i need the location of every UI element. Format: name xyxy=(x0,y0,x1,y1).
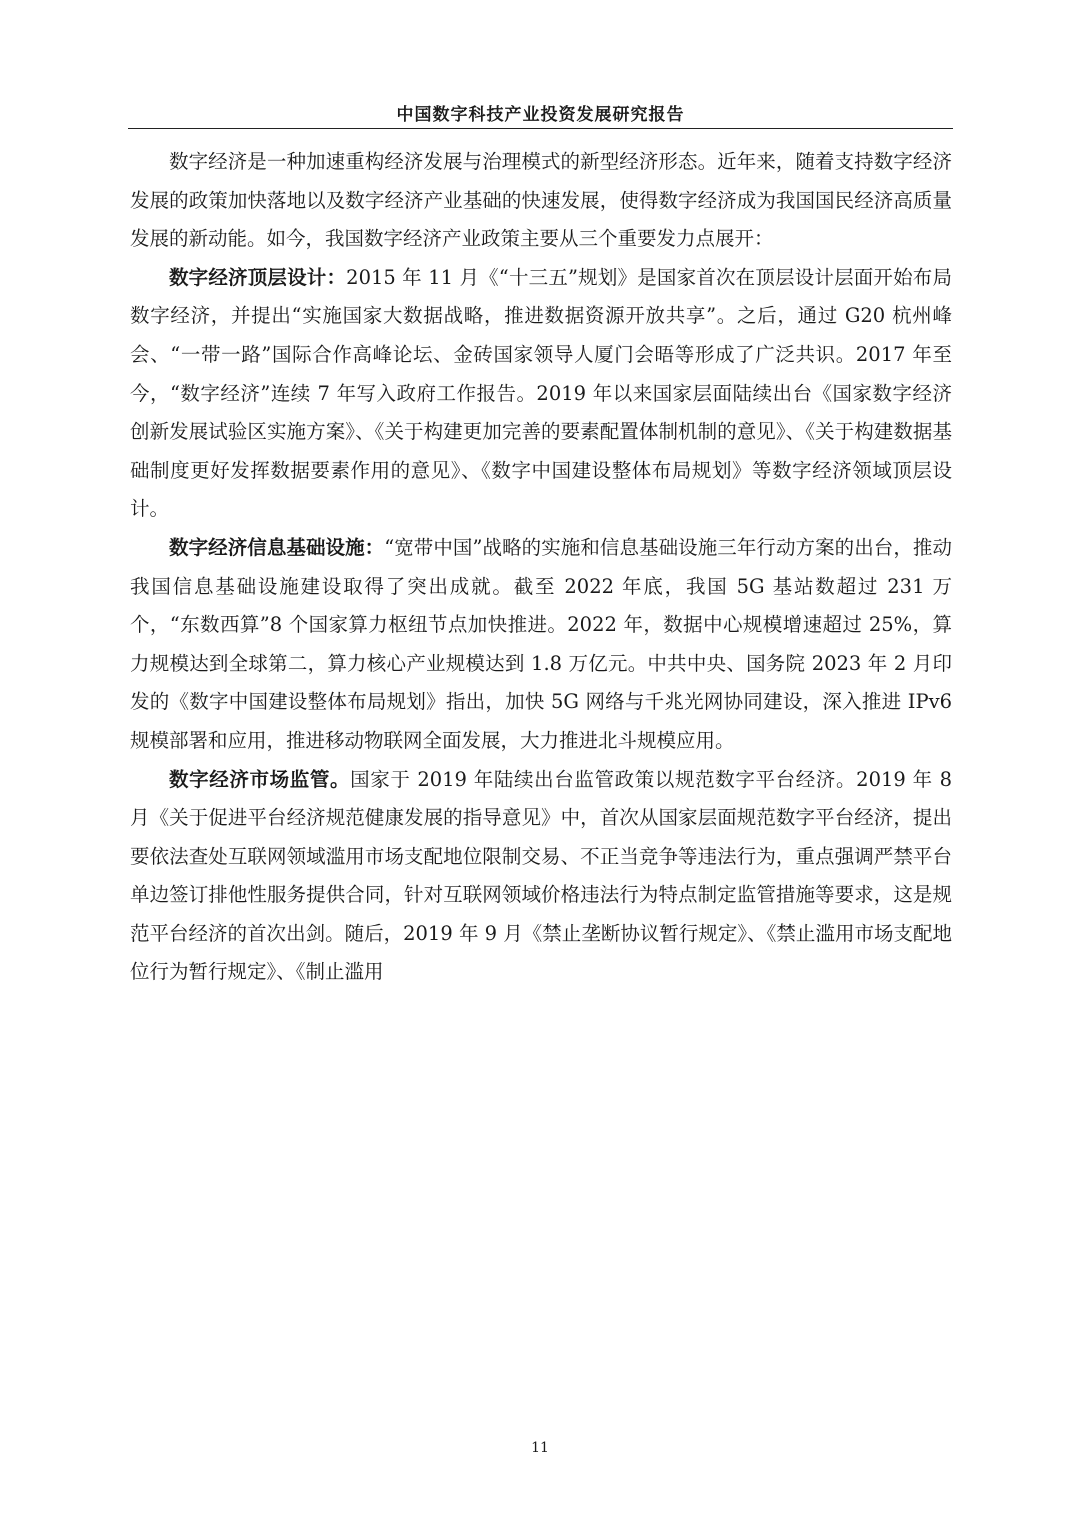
paragraph-text: “宽带中国”战略的实施和信息基础设施三年行动方案的出台，推动我国信息基础设施建设取得了突出成就。截至 2022 年底，我国 5G 基站数超过 231 万个，“东数西算”8 个国家算力枢纽节点加快推进。2022 年，数据中心规模增速超过 25%，算力规模达到全球第二，算力核心产业规模达到 1.8 万亿元。中共中央、国务院 2023 年 2 月印发的《数字中国建设整体布局规划》指出，加快 5G 网络与千兆光网协同建设，深入推进 IPv6 规模部署和应用，推进移动物联网全面发展，大力推进北斗规模应用。 xyxy=(130,535,952,752)
paragraph-text: 2015 年 11 月《“十三五”规划》是国家首次在顶层设计层面开始布局数字经济，并提出“实施国家大数据战略，推进数据资源开放共享”。之后，通过 G20 杭州峰会、“一带一路”国际合作高峰论坛、金砖国家领导人厦门会晤等形成了广泛共识。2017 年至今，“数字经济”连续 7 年写入政府工作报告。2019 年以来国家层面陆续出台《国家数字经济创新发展试验区实施方案》、《关于构建更加完善的要素配置体制机制的意见》、《关于构建数据基础制度更好发挥数据要素作用的意见》、《数字中国建设整体布局规划》等数字经济领域顶层设计。 xyxy=(130,265,952,521)
paragraph-intro xyxy=(130,143,952,259)
header-divider xyxy=(128,128,953,129)
page-number: 11 xyxy=(531,1440,549,1456)
paragraph-top-level-design xyxy=(130,259,952,529)
paragraph-lead: 数字经济信息基础设施： xyxy=(169,535,385,559)
running-header: 中国数字科技产业投资发展研究报告 xyxy=(396,105,685,125)
paragraph-infrastructure xyxy=(130,529,952,761)
paragraph-text: 国家于 2019 年陆续出台监管政策以规范数字平台经济。2019 年 8 月《关于促进平台经济规范健康发展的指导意见》中，首次从国家层面规范数字平台经济，提出要依法查处互联网领域滥用市场支配地位限制交易、不正当竞争等违法行为，重点强调严禁平台单边签订排他性服务提供合同，针对互联网领域价格违法行为特点制定监管措施等要求，这是规范平台经济的首次出剑。随后，2019 年 9 月《禁止垄断协议暂行规定》、《禁止滥用市场支配地位行为暂行规定》、《制止滥用 xyxy=(130,767,952,984)
paragraph-lead: 数字经济市场监管。 xyxy=(169,767,351,791)
paragraph-market-regulation xyxy=(130,761,952,993)
paragraph-text: 数字经济是一种加速重构经济发展与治理模式的新型经济形态。近年来，随着支持数字经济发展的政策加快落地以及数字经济产业基础的快速发展，使得数字经济成为我国国民经济高质量发展的新动能。如今，我国数字经济产业政策主要从三个重要发力点展开： xyxy=(130,150,952,251)
paragraph-lead: 数字经济顶层设计： xyxy=(169,265,347,289)
body-text xyxy=(130,143,952,992)
